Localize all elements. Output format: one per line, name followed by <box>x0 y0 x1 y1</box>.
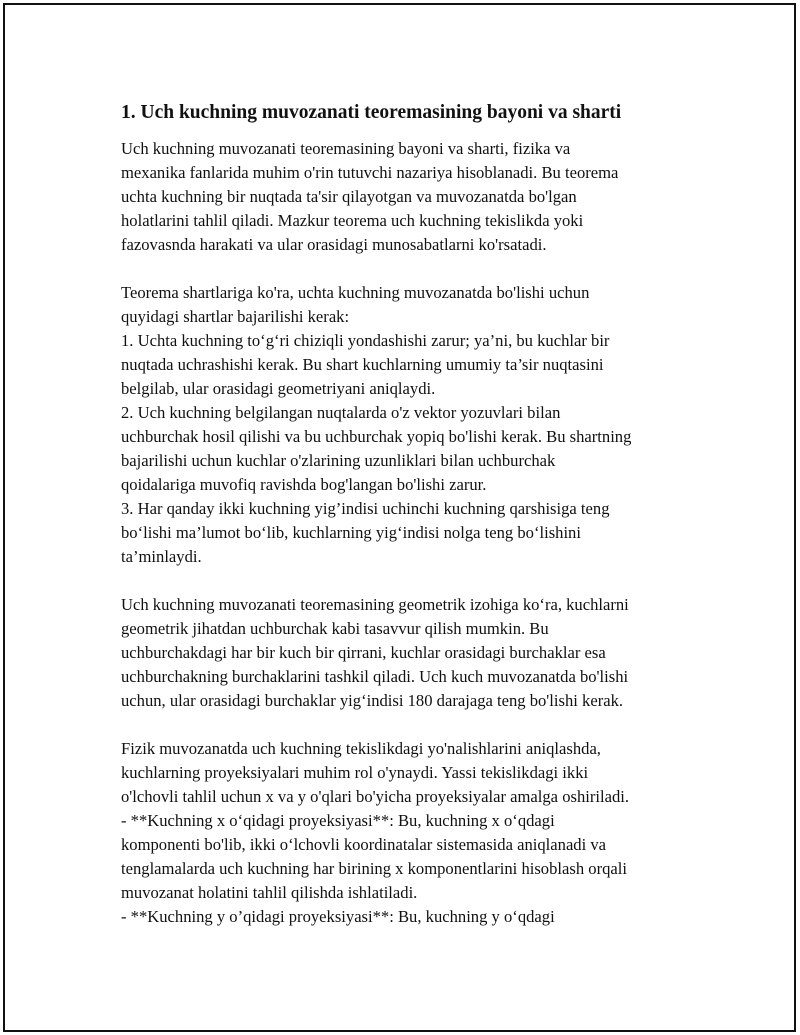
paragraph <box>121 737 701 929</box>
text-line: uchburchak hosil qilishi va bu uchburchak yopiq bo'lishi kerak. Bu shartning <box>121 427 632 446</box>
text-line: kuchlarning proyeksiyalari muhim rol o'ynaydi. Yassi tekislikdagi ikki <box>121 763 589 782</box>
text-line: uchburchakning burchaklarini tashkil qiladi. Uch kuch muvozanatda bo'lishi <box>121 667 629 686</box>
paragraph <box>121 137 701 257</box>
text-line: muvozanat holatini tahlil qilishda ishlatiladi. <box>121 883 418 902</box>
text-line: 2. Uch kuchning belgilangan nuqtalarda o'z vektor yozuvlari bilan <box>121 403 561 422</box>
text-line: 1. Uchta kuchning to‘g‘ri chiziqli yondashishi zarur; ya’ni, bu kuchlar bir <box>121 331 610 350</box>
text-line: uchburchakdagi har bir kuch bir qirrani, kuchlar orasidagi burchaklar esa <box>121 643 606 662</box>
paragraph-gap <box>121 257 701 281</box>
document-body <box>121 101 701 929</box>
text-line: Uch kuchning muvozanati teoremasining bayoni va sharti, fizika va <box>121 139 571 158</box>
text-line: tenglamalarda uch kuchning har birining x komponentlarini hisoblash orqali <box>121 859 627 878</box>
text-line: belgilab, ular orasidagi geometriyani aniqlaydi. <box>121 379 436 398</box>
page-frame <box>3 3 796 1032</box>
text-line: fazovasnda harakati va ular orasidagi munosabatlarni ko'rsatadi. <box>121 235 547 254</box>
text-line: uchun, ular orasidagi burchaklar yig‘indisi 180 darajaga teng bo'lishi kerak. <box>121 691 624 710</box>
paragraph-gap <box>121 713 701 737</box>
paragraph <box>121 593 701 713</box>
text-line: holatlarini tahlil qiladi. Mazkur teorema uch kuchning tekislikda yoki <box>121 211 584 230</box>
text-line: o'lchovli tahlil uchun x va y o'qlari bo'yicha proyeksiyalar amalga oshiriladi. <box>121 787 630 806</box>
text-line: nuqtada uchrashishi kerak. Bu shart kuchlarning umumiy ta’sir nuqtasini <box>121 355 604 374</box>
section-heading: 1. Uch kuchning muvozanati teoremasining bayoni va sharti <box>121 102 622 123</box>
text-line: - **Kuchning y o’qidagi proyeksiyasi**: Bu, kuchning y o‘qdagi <box>121 907 555 926</box>
text-line: ta’minlaydi. <box>121 547 202 566</box>
text-line: komponenti bo'lib, ikki o‘lchovli koordinatalar sistemasida aniqlanadi va <box>121 835 607 854</box>
text-line: qoidalariga muvofiq ravishda bog'langan bo'lishi zarur. <box>121 475 487 494</box>
paragraph <box>121 281 701 569</box>
text-line: Uch kuchning muvozanati teoremasining geometrik izohiga ko‘ra, kuchlarni <box>121 595 629 614</box>
text-line: Fizik muvozanatda uch kuchning tekislikdagi yo'nalishlarini aniqlashda, <box>121 739 601 758</box>
text-line: geometrik jihatdan uchburchak kabi tasavvur qilish mumkin. Bu <box>121 619 549 638</box>
text-line: - **Kuchning x o‘qidagi proyeksiyasi**: Bu, kuchning x o‘qdagi <box>121 811 555 830</box>
text-line: bo‘lishi ma’lumot bo‘lib, kuchlarning yig‘indisi nolga teng bo‘lishini <box>121 523 581 542</box>
text-line: bajarilishi uchun kuchlar o'zlarining uzunliklari bilan uchburchak <box>121 451 556 470</box>
text-line: mexanika fanlarida muhim o'rin tutuvchi nazariya hisoblanadi. Bu teorema <box>121 163 619 182</box>
text-line: Teorema shartlariga ko'ra, uchta kuchning muvozanatda bo'lishi uchun <box>121 283 590 302</box>
text-line: quyidagi shartlar bajarilishi kerak: <box>121 307 350 326</box>
paragraph-gap <box>121 569 701 593</box>
text-line: uchta kuchning bir nuqtada ta'sir qilayotgan va muvozanatda bo'lgan <box>121 187 577 206</box>
text-line: 3. Har qanday ikki kuchning yig’indisi uchinchi kuchning qarshisiga teng <box>121 499 610 518</box>
